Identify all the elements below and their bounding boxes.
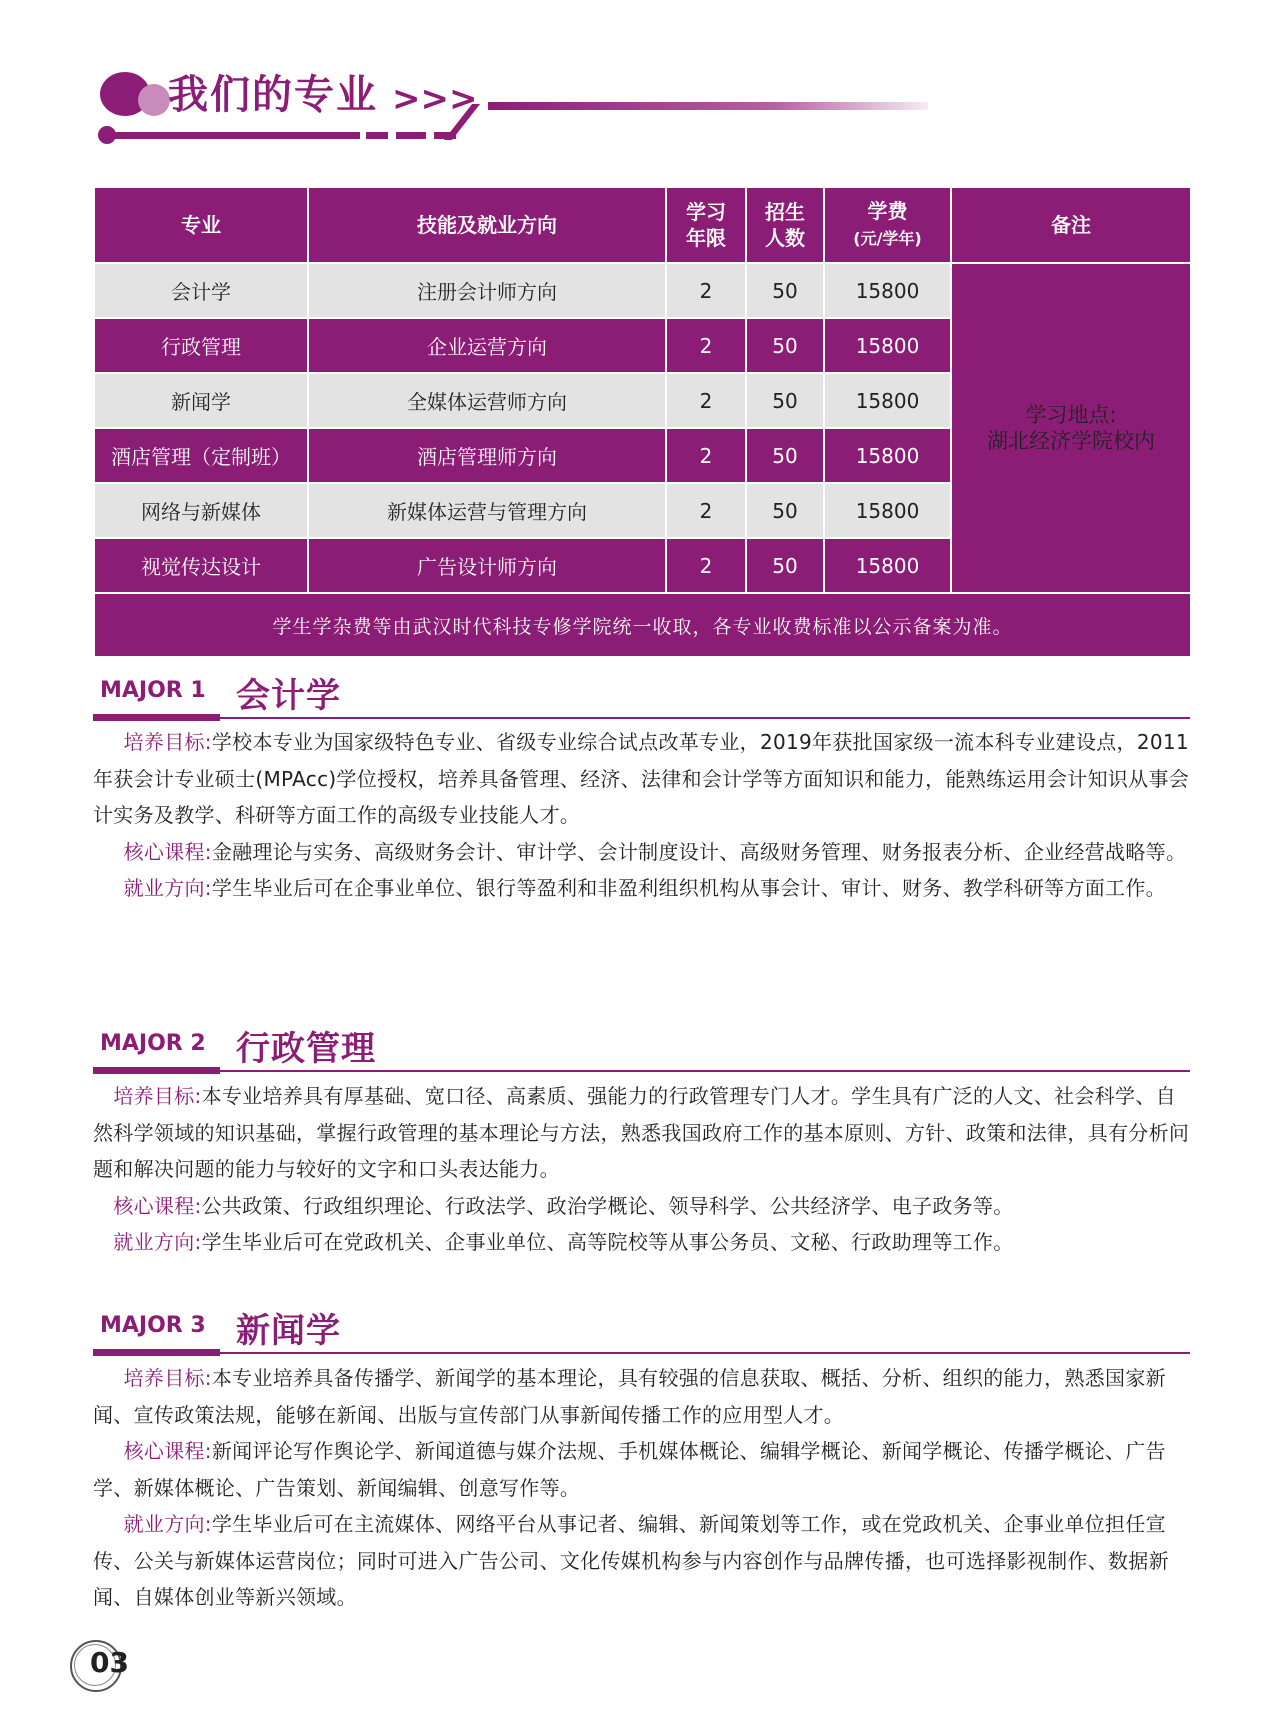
table-row: [94, 263, 1191, 318]
major-3-job: 就业方向:学生毕业后可在主流媒体、网络平台从事记者、编辑、新闻策划等工作，或在党政机关、企事业单位担任宣传、公关与新媒体运营岗位；同时可进入广告公司、文化传媒机构参与内容创作与品牌传播，也可选择影视制作、数据新闻、自媒体创业等新兴领域。: [93, 1512, 1169, 1609]
cell-years: 2: [666, 318, 746, 373]
cell-enroll: 50: [746, 373, 824, 428]
major-1-body: [93, 724, 1193, 907]
cell-direction: 注册会计师方向: [308, 263, 666, 318]
header-underline: [110, 132, 360, 139]
header-enroll: 招生 人数: [746, 187, 824, 263]
major-heading-line: [220, 1352, 1190, 1354]
cell-years: 2: [666, 373, 746, 428]
cell-years: 2: [666, 538, 746, 593]
major-2-goal: 培养目标:本专业培养具有厚基础、宽口径、高素质、强能力的行政管理专门人才。学生具有广泛的人文、社会科学、自然科学领域的知识基础，掌握行政管理的基本理论与方法，熟悉我国政府工作的基本原则、方针、政策和法律，具有分析问题和解决问题的能力与较好的文字和口头表达能力。: [93, 1084, 1190, 1181]
table-footer-note: 学生学杂费等由武汉时代科技专修学院统一收取，各专业收费标准以公示备案为准。: [94, 593, 1191, 657]
cell-major: 行政管理: [94, 318, 308, 373]
major-heading-bar: [93, 714, 220, 721]
header-direction: 技能及就业方向: [308, 187, 666, 263]
major-2-course: 核心课程:公共政策、行政组织理论、行政法学、政治学概论、领导科学、公共经济学、电子政务等。: [113, 1193, 1014, 1218]
header-decor-circle-light: [138, 84, 170, 116]
major-heading-line: [220, 1070, 1190, 1072]
major-heading-line: [220, 717, 1190, 719]
cell-major: 新闻学: [94, 373, 308, 428]
cell-direction: 企业运营方向: [308, 318, 666, 373]
cell-fee: 15800: [824, 428, 951, 483]
major-2-heading: [93, 1021, 1190, 1081]
cell-years: 2: [666, 428, 746, 483]
cell-enroll: 50: [746, 428, 824, 483]
header-major: 专业: [94, 187, 308, 263]
cell-direction: 酒店管理师方向: [308, 428, 666, 483]
major-number: MAJOR 3: [100, 1313, 206, 1338]
major-3-body: [93, 1360, 1193, 1616]
cell-years: 2: [666, 483, 746, 538]
major-1-course: 核心课程:金融理论与实务、高级财务会计、审计学、会计制度设计、高级财务管理、财务报表分析、企业经营战略等。: [123, 839, 1187, 864]
cell-major: 网络与新媒体: [94, 483, 308, 538]
header-arrows: >>>: [392, 79, 478, 119]
header-fee: 学费 (元/学年): [824, 187, 951, 263]
cell-note: 学习地点: 湖北经济学院校内: [951, 263, 1191, 593]
major-heading-bar: [93, 1349, 220, 1356]
major-2-body: [93, 1078, 1193, 1261]
cell-enroll: 50: [746, 263, 824, 318]
page-number: 03: [90, 1646, 129, 1679]
cell-fee: 15800: [824, 318, 951, 373]
major-1-goal: 培养目标:学校本专业为国家级特色专业、省级专业综合试点改革专业，2019年获批国家级一流本科专业建设点，2011年获会计专业硕士(MPAcc)学位授权，培养具备管理、经济、法律和会计学等方面知识和能力，能熟练运用会计知识从事会计实务及教学、科研等方面工作的高级专业技能人才。: [93, 730, 1190, 827]
cell-direction: 全媒体运营师方向: [308, 373, 666, 428]
cell-fee: 15800: [824, 263, 951, 318]
cell-enroll: 50: [746, 318, 824, 373]
major-heading-bar: [93, 1067, 220, 1074]
page-title: 我们的专业: [168, 72, 378, 118]
major-title: 新闻学: [236, 1311, 341, 1351]
major-2-job: 就业方向:学生毕业后可在党政机关、企事业单位、高等院校等从事公务员、文秘、行政助理等工作。: [113, 1230, 1014, 1254]
header-dash: [366, 132, 388, 139]
major-1-job: 就业方向:学生毕业后可在企事业单位、银行等盈利和非盈利组织机构从事会计、审计、财务、教学科研等方面工作。: [123, 876, 1166, 900]
cell-direction: 新媒体运营与管理方向: [308, 483, 666, 538]
cell-major: 会计学: [94, 263, 308, 318]
majors-table: [93, 186, 1192, 658]
major-3-goal: 培养目标:本专业培养具备传播学、新闻学的基本理论，具有较强的信息获取、概括、分析、组织的能力，熟悉国家新闻、宣传政策法规，能够在新闻、出版与宣传部门从事新闻传播工作的应用型人才。: [93, 1366, 1166, 1427]
major-number: MAJOR 2: [100, 1031, 206, 1056]
cell-major: 视觉传达设计: [94, 538, 308, 593]
cell-fee: 15800: [824, 373, 951, 428]
cell-fee: 15800: [824, 538, 951, 593]
cell-years: 2: [666, 263, 746, 318]
table-footer-row: [94, 593, 1191, 657]
major-title: 会计学: [236, 676, 341, 716]
header-dash: [396, 132, 426, 139]
header-gradient-line: [488, 102, 928, 110]
cell-enroll: 50: [746, 483, 824, 538]
major-number: MAJOR 1: [100, 678, 206, 703]
major-3-course: 核心课程:新闻评论写作舆论学、新闻道德与媒介法规、手机媒体概论、编辑学概论、新闻学概论、传播学概论、广告学、新媒体概论、广告策划、新闻编辑、创意写作等。: [93, 1439, 1166, 1500]
cell-major: 酒店管理（定制班）: [94, 428, 308, 483]
table-header-row: [94, 187, 1191, 263]
major-title: 行政管理: [236, 1029, 376, 1069]
cell-fee: 15800: [824, 483, 951, 538]
cell-enroll: 50: [746, 538, 824, 593]
cell-direction: 广告设计师方向: [308, 538, 666, 593]
header-note: 备注: [951, 187, 1191, 263]
major-1-heading: [93, 668, 1190, 728]
major-3-heading: [93, 1303, 1190, 1363]
header-years: 学习 年限: [666, 187, 746, 263]
